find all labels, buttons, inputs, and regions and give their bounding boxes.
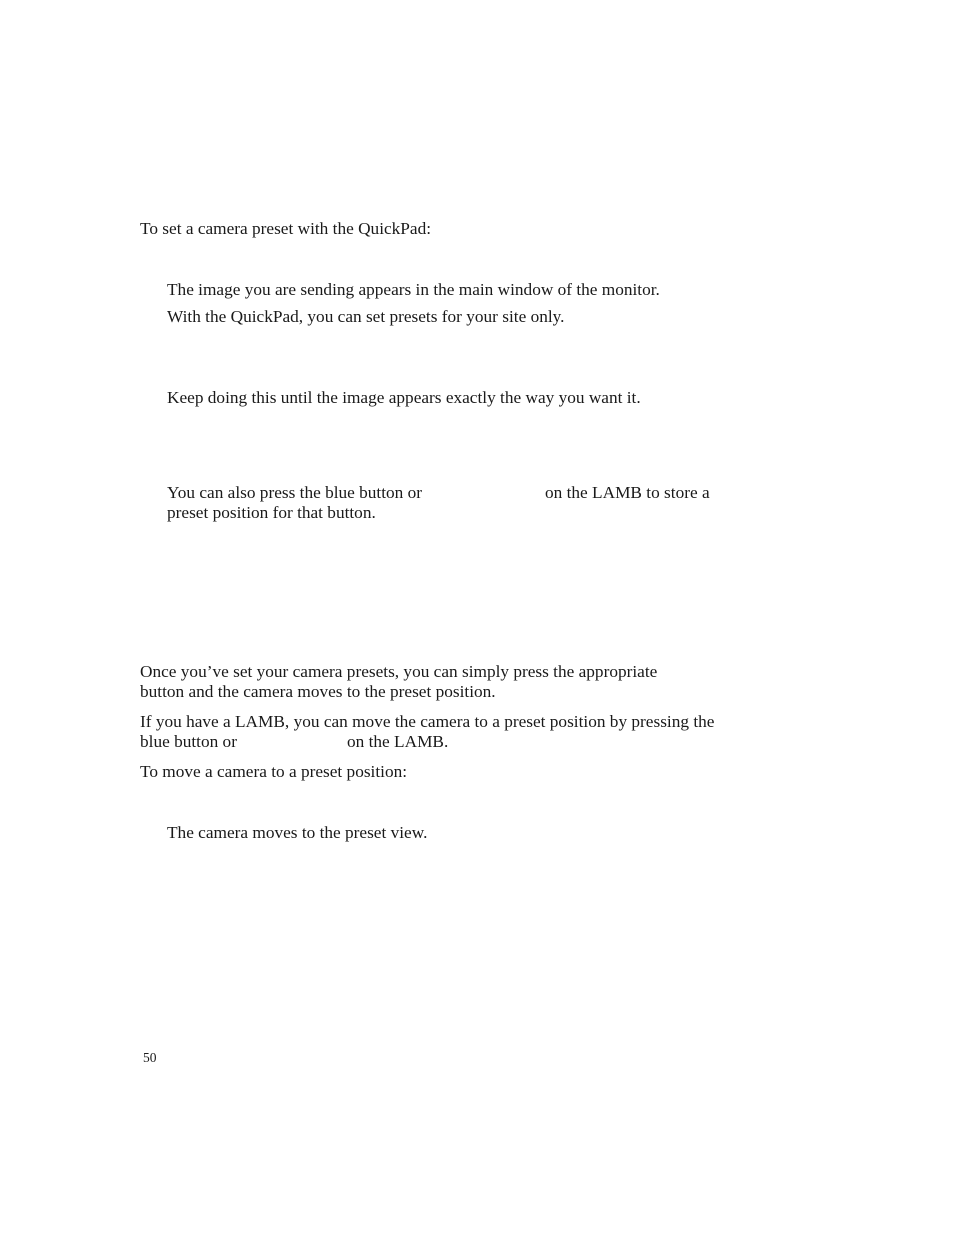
move-para2-line2-part2: on the LAMB. (347, 732, 449, 751)
note-own-site: With the QuickPad, you can set presets for your site only. (167, 307, 565, 326)
move-para2-line1: If you have a LAMB, you can move the camera to a preset position by pressing the (140, 712, 715, 731)
note-lamb-line2: preset position for that button. (167, 503, 376, 522)
note-image-sending: The image you are sending appears in the main window of the monitor. (167, 280, 660, 299)
move-para1-line1: Once you’ve set your camera presets, you can simply press the appropriate (140, 662, 658, 681)
note-camera-moves: The camera moves to the preset view. (167, 823, 428, 842)
note-lamb-line1-part2: on the LAMB to store a (545, 483, 710, 502)
page-number: 50 (143, 1050, 157, 1065)
move-para1-line2: button and the camera moves to the preset position. (140, 682, 496, 701)
move-para2-line2-part1: blue button or (140, 732, 237, 751)
set-preset-intro: To set a camera preset with the QuickPad: (140, 219, 432, 238)
note-lamb-line1-part1: You can also press the blue button or (167, 483, 423, 502)
move-preset-intro: To move a camera to a preset position: (140, 762, 408, 781)
note-keep-doing: Keep doing this until the image appears exactly the way you want it. (167, 388, 641, 407)
